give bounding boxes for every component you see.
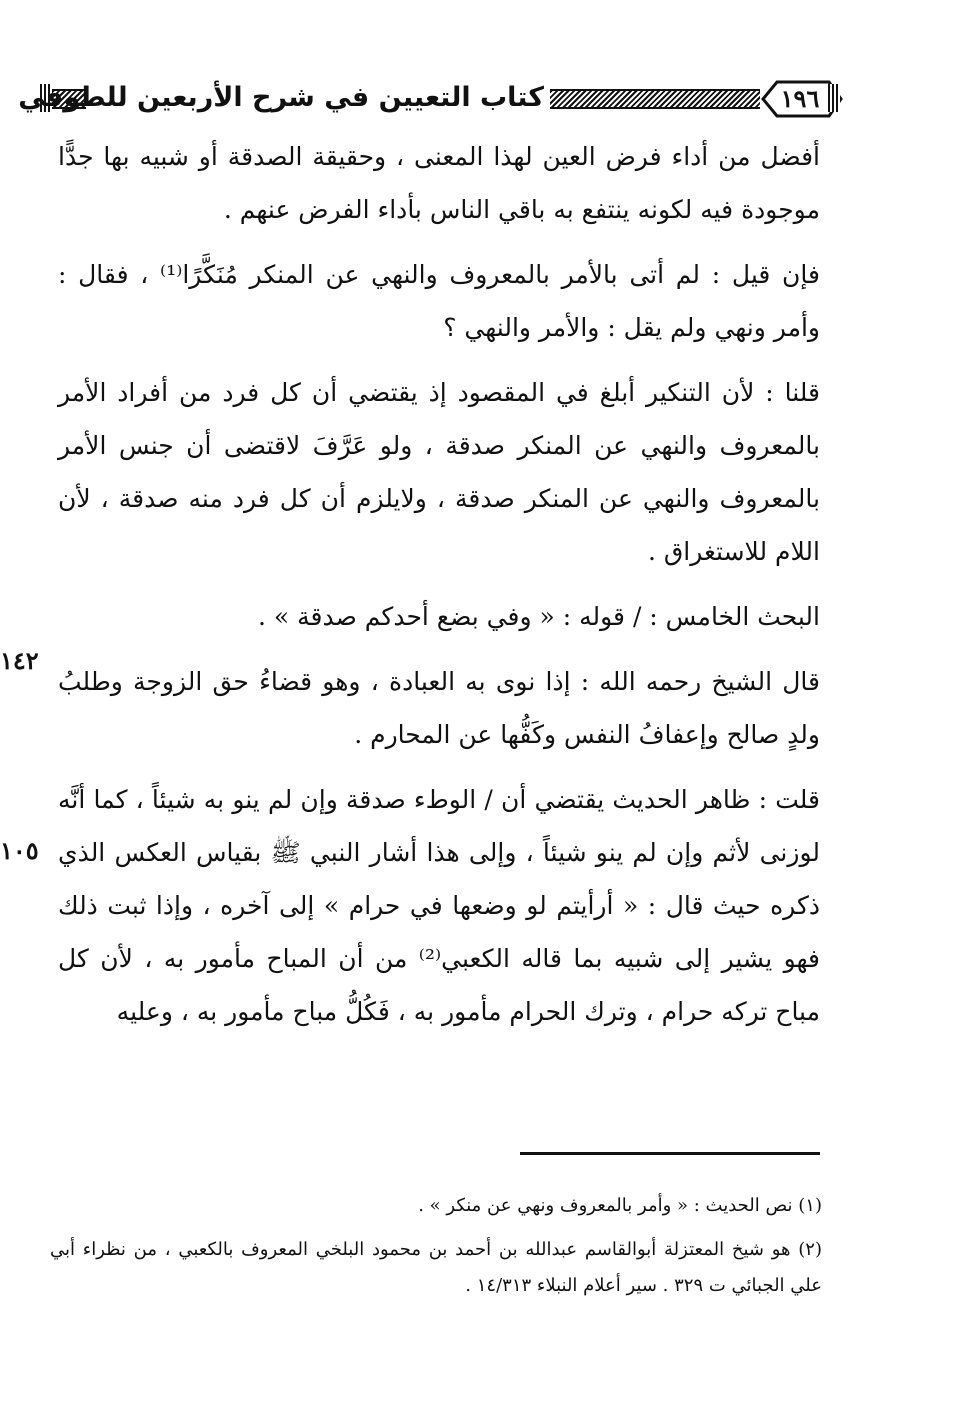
paragraph: فإن قيل : لم أتى بالأمر بالمعروف والنهي عن المنكر مُنَكَّرًا⁽¹⁾ ، فقال : وأمر ونهي ولم يقل : والأمر والنهي ؟: [58, 260, 820, 342]
footnote: (٢) هو شيخ المعتزلة أبوالقاسم عبدالله بن أحمد بن محمود البلخي المعروف بالكعبي ، من نظراء أبي علي الجبائي ت ٣٢٩ . سير أعلام النبلاء ١٤/٣١٣ .: [50, 1239, 822, 1296]
footnote: (١) نص الحديث : « وأمر بالمعروف ونهي عن منكر » .: [418, 1195, 822, 1216]
margin-reference: ١٠٥: [0, 836, 39, 865]
margin-reference: ١٤٢: [0, 646, 39, 675]
paragraph: البحث الخامس : / قوله : « وفي بضع أحدكم صدقة » .: [258, 602, 820, 631]
book-title: كتاب التعيين في شرح الأربعين للطوفي: [18, 82, 544, 113]
footnotes: [50, 1188, 822, 1312]
paragraph: قلنا : لأن التنكير أبلغ في المقصود إذ يقتضي أن كل فرد من أفراد الأمر بالمعروف والنهي عن المنكر صدقة ، ولو عَرَّفَ لاقتضى أن جنس الأمر بالمعروف والنهي عن المنكر صدقة ، ولايلزم أن كل فرد منه صدقة ، لأن اللام للاستغراق .: [58, 378, 820, 566]
header-bar-right: [550, 89, 760, 109]
paragraph: قلت : ظاهر الحديث يقتضي أن / الوطء صدقة وإن لم ينو به شيئاً ، كما أنَّه لوزنى لأثم وإن لم ينو شيئاً ، وإلى هذا أشار النبي ﷺ بقياس العكس الذي ذكره حيث قال : « أرأيتم لو وضعها في حرام » إلى آخره ، وإذا ثبت ذلك فهو يشير إلى شبيه بما قاله الكعبي⁽²⁾ من أن المباح مأمور به ، لأن كل مباح تركه حرام ، وترك الحرام مأمور به ، فَكُلُّ مباح مأمور به ، وعليه: [58, 785, 820, 1026]
paragraph: أفضل من أداء فرض العين لهذا المعنى ، وحقيقة الصدقة أو شبيه بها جدًّا موجودة فيه لكونه ينتفع به باقي الناس بأداء الفرض عنهم .: [58, 142, 820, 224]
footnote-separator: [520, 1152, 820, 1155]
main-text: [58, 130, 820, 1050]
header-ornament-right: [828, 84, 840, 112]
running-header: [18, 70, 840, 130]
paragraph: قال الشيخ رحمه الله : إذا نوى به العبادة ، وهو قضاءُ حق الزوجة وطلبُ ولدٍ صالح وإعفافُ النفس وكَفُّها عن المحارم .: [58, 667, 820, 749]
page-number: ١٩٦: [780, 84, 820, 113]
